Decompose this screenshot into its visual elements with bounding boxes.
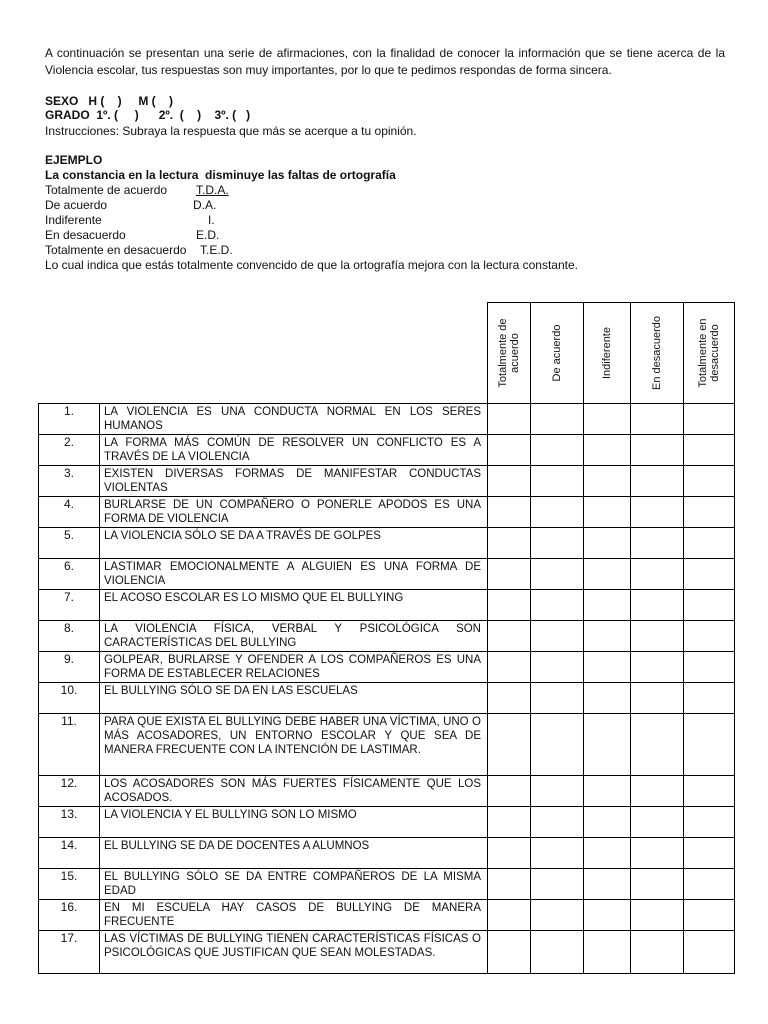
- answer-cell[interactable]: [584, 497, 631, 528]
- answer-cell[interactable]: [684, 497, 735, 528]
- answer-cell[interactable]: [531, 683, 584, 714]
- answer-cell[interactable]: [684, 776, 735, 807]
- answer-cell[interactable]: [488, 931, 531, 974]
- item-number: 11.: [39, 714, 100, 776]
- item-number: 7.: [39, 590, 100, 621]
- example-option-label: Totalmente en desacuerdo: [45, 243, 187, 257]
- answer-cell[interactable]: [631, 683, 684, 714]
- item-number: 8.: [39, 621, 100, 652]
- survey-table: [38, 302, 735, 974]
- answer-cell[interactable]: [584, 900, 631, 931]
- example-option-abbr: T.E.D.: [200, 243, 233, 257]
- answer-cell[interactable]: [531, 869, 584, 900]
- answer-cell[interactable]: [488, 900, 531, 931]
- answer-cell[interactable]: [488, 683, 531, 714]
- column-header: Totalmente de acuerdo: [488, 303, 531, 404]
- answer-cell[interactable]: [584, 869, 631, 900]
- answer-cell[interactable]: [531, 466, 584, 497]
- answer-cell[interactable]: [684, 528, 735, 559]
- item-statement: GOLPEAR, BURLARSE Y OFENDER A LOS COMPAÑEROS ES UNA FORMA DE ESTABLECER RELACIONES: [100, 652, 488, 683]
- answer-cell[interactable]: [631, 714, 684, 776]
- table-row: [39, 466, 735, 497]
- answer-cell[interactable]: [684, 404, 735, 435]
- item-statement: EXISTEN DIVERSAS FORMAS DE MANIFESTAR CONDUCTAS VIOLENTAS: [100, 466, 488, 497]
- answer-cell[interactable]: [531, 900, 584, 931]
- answer-cell[interactable]: [531, 931, 584, 974]
- answer-cell[interactable]: [684, 807, 735, 838]
- answer-cell[interactable]: [584, 559, 631, 590]
- answer-cell[interactable]: [531, 528, 584, 559]
- table-row: [39, 559, 735, 590]
- column-header: De acuerdo: [531, 303, 584, 404]
- item-number: 12.: [39, 776, 100, 807]
- answer-cell[interactable]: [531, 404, 584, 435]
- answer-cell[interactable]: [584, 590, 631, 621]
- item-statement: LA VIOLENCIA SÓLO SE DA A TRAVÉS DE GOLPES: [100, 528, 488, 559]
- item-statement: BURLARSE DE UN COMPAÑERO O PONERLE APODOS ES UNA FORMA DE VIOLENCIA: [100, 497, 488, 528]
- table-row: [39, 497, 735, 528]
- table-row: [39, 590, 735, 621]
- answer-cell[interactable]: [684, 714, 735, 776]
- answer-cell[interactable]: [631, 869, 684, 900]
- answer-cell[interactable]: [584, 435, 631, 466]
- table-row: [39, 528, 735, 559]
- table-row: [39, 652, 735, 683]
- answer-cell[interactable]: [531, 807, 584, 838]
- answer-cell[interactable]: [631, 838, 684, 869]
- answer-cell[interactable]: [488, 621, 531, 652]
- answer-cell[interactable]: [531, 590, 584, 621]
- answer-cell[interactable]: [488, 497, 531, 528]
- table-row: [39, 435, 735, 466]
- answer-cell[interactable]: [684, 683, 735, 714]
- item-statement: EL BULLYING SÓLO SE DA EN LAS ESCUELAS: [100, 683, 488, 714]
- answer-cell[interactable]: [584, 621, 631, 652]
- answer-cell[interactable]: [584, 838, 631, 869]
- example-title: EJEMPLO: [45, 153, 103, 167]
- item-statement: EN MI ESCUELA HAY CASOS DE BULLYING DE MANERA FRECUENTE: [100, 900, 488, 931]
- answer-cell[interactable]: [684, 435, 735, 466]
- answer-cell[interactable]: [488, 435, 531, 466]
- item-statement: LA FORMA MÁS COMÚN DE RESOLVER UN CONFLICTO ES A TRAVÉS DE LA VIOLENCIA: [100, 435, 488, 466]
- answer-cell[interactable]: [488, 652, 531, 683]
- column-header: Indiferente: [584, 303, 631, 404]
- answer-cell[interactable]: [631, 900, 684, 931]
- intro-paragraph: A continuación se presentan una serie de afirmaciones, con la finalidad de conocer la información que se tiene acerca de la Violencia escolar, tus respuestas son muy importantes, por lo que te pedimos respondas de forma sincera.: [45, 46, 725, 77]
- item-number: 2.: [39, 435, 100, 466]
- answer-cell[interactable]: [684, 869, 735, 900]
- answer-cell[interactable]: [488, 714, 531, 776]
- answer-cell[interactable]: [488, 869, 531, 900]
- example-conclusion: Lo cual indica que estás totalmente convencido de que la ortografía mejora con la lectura constante.: [45, 258, 578, 272]
- answer-cell[interactable]: [584, 404, 631, 435]
- answer-cell[interactable]: [531, 621, 584, 652]
- answer-cell[interactable]: [584, 652, 631, 683]
- item-number: 9.: [39, 652, 100, 683]
- item-number: 14.: [39, 838, 100, 869]
- item-number: 13.: [39, 807, 100, 838]
- header-spacer: [39, 303, 488, 404]
- item-number: 17.: [39, 931, 100, 974]
- answer-cell[interactable]: [684, 621, 735, 652]
- answer-cell[interactable]: [488, 590, 531, 621]
- item-number: 10.: [39, 683, 100, 714]
- answer-cell[interactable]: [584, 807, 631, 838]
- example-option-abbr: T.D.A.: [196, 183, 229, 197]
- answer-cell[interactable]: [584, 714, 631, 776]
- answer-cell[interactable]: [631, 466, 684, 497]
- answer-cell[interactable]: [631, 590, 684, 621]
- table-row: [39, 683, 735, 714]
- table-row: [39, 869, 735, 900]
- column-header: En desacuerdo: [631, 303, 684, 404]
- table-row: [39, 621, 735, 652]
- answer-cell[interactable]: [584, 931, 631, 974]
- example-option-label: Totalmente de acuerdo: [45, 183, 168, 197]
- answer-cell[interactable]: [584, 466, 631, 497]
- answer-cell[interactable]: [531, 652, 584, 683]
- answer-cell[interactable]: [488, 528, 531, 559]
- column-header: Totalmente en desacuerdo: [684, 303, 735, 404]
- item-statement: LA VIOLENCIA Y EL BULLYING SON LO MISMO: [100, 807, 488, 838]
- instructions: Instrucciones: Subraya la respuesta que más se acerque a tu opinión.: [45, 124, 417, 138]
- answer-cell[interactable]: [584, 528, 631, 559]
- answer-cell[interactable]: [684, 559, 735, 590]
- answer-cell[interactable]: [488, 838, 531, 869]
- answer-cell[interactable]: [488, 776, 531, 807]
- item-statement: EL ACOSO ESCOLAR ES LO MISMO QUE EL BULLYING: [100, 590, 488, 621]
- grado-field: GRADO 1º. ( ) 2º. ( ) 3º. ( ): [45, 108, 251, 122]
- answer-cell[interactable]: [584, 776, 631, 807]
- item-statement: LA VIOLENCIA ES UNA CONDUCTA NORMAL EN LOS SERES HUMANOS: [100, 404, 488, 435]
- answer-cell[interactable]: [531, 714, 584, 776]
- answer-cell[interactable]: [631, 621, 684, 652]
- item-number: 16.: [39, 900, 100, 931]
- example-option-abbr: D.A.: [193, 198, 217, 212]
- answer-cell[interactable]: [531, 776, 584, 807]
- answer-cell[interactable]: [631, 931, 684, 974]
- table-row: [39, 900, 735, 931]
- answer-cell[interactable]: [488, 404, 531, 435]
- answer-cell[interactable]: [631, 435, 684, 466]
- example-option-abbr: E.D.: [196, 228, 220, 242]
- table-row: [39, 807, 735, 838]
- item-statement: EL BULLYING SÓLO SE DA ENTRE COMPAÑEROS DE LA MISMA EDAD: [100, 869, 488, 900]
- answer-cell[interactable]: [684, 838, 735, 869]
- answer-cell[interactable]: [631, 528, 684, 559]
- table-row: [39, 404, 735, 435]
- table-row: [39, 931, 735, 974]
- answer-cell[interactable]: [631, 807, 684, 838]
- example-option-label: Indiferente: [45, 213, 102, 227]
- answer-cell[interactable]: [531, 497, 584, 528]
- item-statement: LOS ACOSADORES SON MÁS FUERTES FÍSICAMENTE QUE LOS ACOSADOS.: [100, 776, 488, 807]
- item-statement: LASTIMAR EMOCIONALMENTE A ALGUIEN ES UNA FORMA DE VIOLENCIA: [100, 559, 488, 590]
- item-number: 4.: [39, 497, 100, 528]
- answer-cell[interactable]: [531, 838, 584, 869]
- table-row: [39, 838, 735, 869]
- survey-body: [39, 303, 735, 974]
- item-number: 6.: [39, 559, 100, 590]
- answer-cell[interactable]: [631, 652, 684, 683]
- example-option-label: En desacuerdo: [45, 228, 126, 242]
- answer-cell[interactable]: [488, 807, 531, 838]
- answer-cell[interactable]: [684, 590, 735, 621]
- item-number: 3.: [39, 466, 100, 497]
- answer-cell[interactable]: [584, 683, 631, 714]
- answer-cell[interactable]: [531, 435, 584, 466]
- table-row: [39, 776, 735, 807]
- answer-cell[interactable]: [684, 466, 735, 497]
- answer-cell[interactable]: [684, 900, 735, 931]
- sexo-field: SEXO H ( ) M ( ): [45, 94, 174, 108]
- item-statement: LAS VÍCTIMAS DE BULLYING TIENEN CARACTERÍSTICAS FÍSICAS O PSICOLÓGICAS QUE JUSTIFICAN QUE SEAN MOLESTADAS.: [100, 931, 488, 974]
- item-number: 5.: [39, 528, 100, 559]
- answer-cell[interactable]: [488, 466, 531, 497]
- item-number: 1.: [39, 404, 100, 435]
- header-row: [39, 303, 735, 404]
- answer-cell[interactable]: [684, 931, 735, 974]
- answer-cell[interactable]: [631, 559, 684, 590]
- example-option-abbr: I.: [208, 213, 215, 227]
- table-row: [39, 714, 735, 776]
- example-statement: La constancia en la lectura disminuye las faltas de ortografía: [45, 168, 396, 182]
- item-number: 15.: [39, 869, 100, 900]
- answer-cell[interactable]: [631, 776, 684, 807]
- item-statement: EL BULLYING SE DA DE DOCENTES A ALUMNOS: [100, 838, 488, 869]
- answer-cell[interactable]: [531, 559, 584, 590]
- answer-cell[interactable]: [684, 652, 735, 683]
- answer-cell[interactable]: [631, 404, 684, 435]
- answer-cell[interactable]: [488, 559, 531, 590]
- example-option-label: De acuerdo: [45, 198, 108, 212]
- item-statement: LA VIOLENCIA FÍSICA, VERBAL Y PSICOLÓGICA SON CARACTERÍSTICAS DEL BULLYING: [100, 621, 488, 652]
- answer-cell[interactable]: [631, 497, 684, 528]
- item-statement: PARA QUE EXISTA EL BULLYING DEBE HABER UNA VÍCTIMA, UNO O MÁS ACOSADORES, UN ENTORNO ESCOLAR Y QUE SEA DE MANERA FRECUENTE CON LA INTENCIÓN DE LASTIMAR.: [100, 714, 488, 776]
